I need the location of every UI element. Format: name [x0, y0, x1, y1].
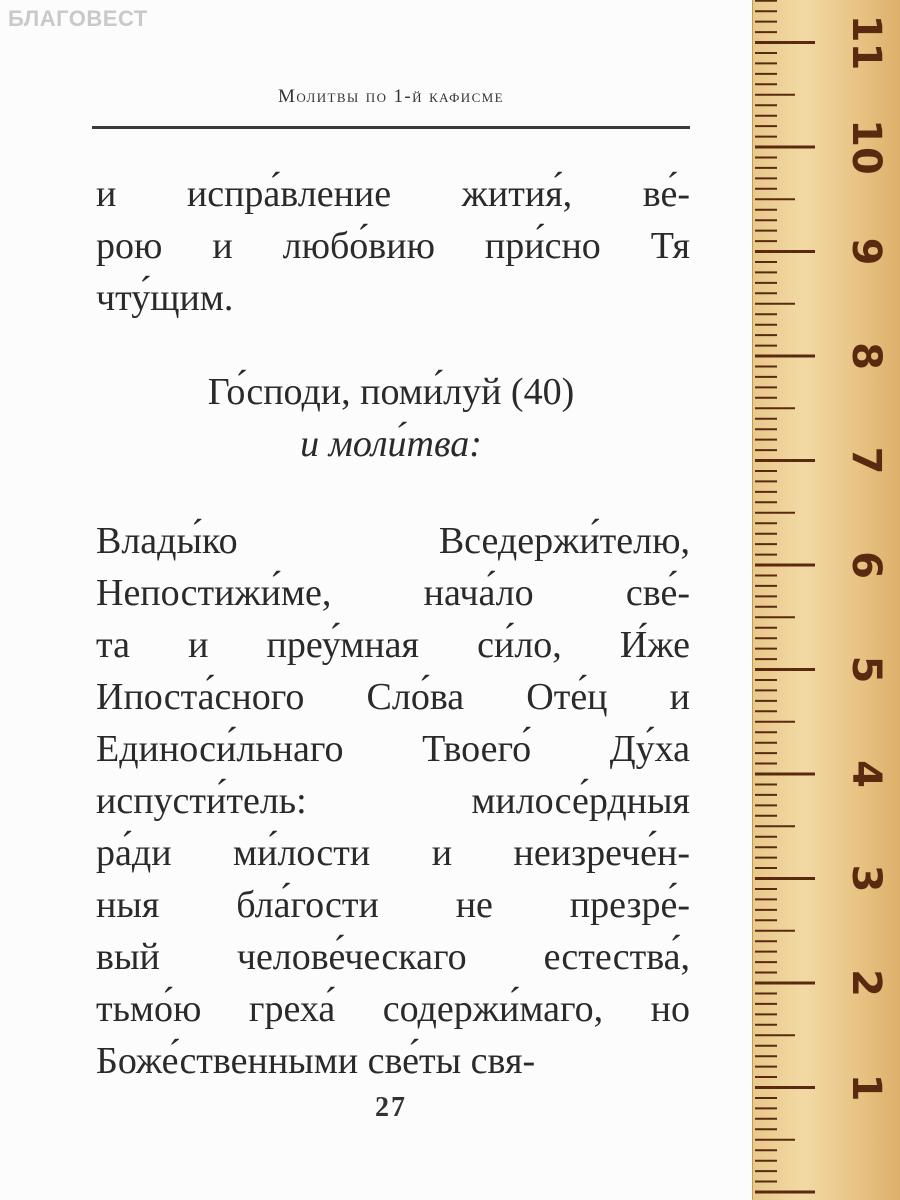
ruler-number: 1 — [843, 1073, 889, 1102]
text-line: та и преу́мная си́ло, И́же — [96, 624, 690, 666]
text-line: Боже́ственными све́ты свя- — [96, 1040, 536, 1082]
text-line: тьмо́ю греха́ содержи́маго, но — [96, 988, 690, 1030]
page-number: 27 — [375, 1092, 407, 1123]
ruler-number: 2 — [843, 969, 889, 997]
watermark: БЛАГОВЕСТ — [8, 6, 148, 31]
text-line: ныя бла́гости не презре́- — [96, 884, 690, 926]
header-rule — [92, 126, 690, 129]
text-line: рою и любо́вию при́сно Тя — [96, 225, 690, 267]
rubric: Го́споди, поми́луй (40) — [207, 371, 575, 413]
ruler-number: 3 — [843, 864, 889, 893]
rubric-italic: и моли́тва: — [300, 423, 482, 465]
ruler-number: 8 — [843, 342, 889, 370]
text-line: вый челове́ческаго естества́, — [96, 936, 690, 978]
text-line: и испра́вление жития́, ве́- — [96, 173, 690, 215]
ruler-number: 9 — [843, 237, 889, 266]
ruler-number: 5 — [843, 655, 889, 684]
ruler-scale — [753, 0, 900, 1200]
text-line: ра́ди ми́лости и неизрече́н- — [96, 832, 690, 874]
text-line: Непостижи́ме, нача́ло све́- — [96, 572, 690, 614]
text-line: Ипоста́сного Сло́ва Оте́ц и — [96, 676, 690, 718]
text-line: чту́щим. — [96, 277, 234, 319]
running-head: Молитвы по 1-й кафисме — [278, 86, 504, 107]
text-line: Единоси́льнаго Твоего́ Ду́ха — [96, 728, 690, 770]
ruler-number: 7 — [843, 446, 889, 475]
ruler-number: 6 — [843, 551, 889, 579]
ruler-number: 4 — [843, 760, 889, 788]
ruler-number: 10 — [843, 119, 889, 175]
ruler-number: 11 — [843, 14, 889, 71]
text-line: испусти́тель: милосе́рдныя — [96, 780, 690, 822]
text-line: Влады́ко Вседержи́телю, — [96, 520, 690, 562]
ruler — [752, 0, 900, 1200]
